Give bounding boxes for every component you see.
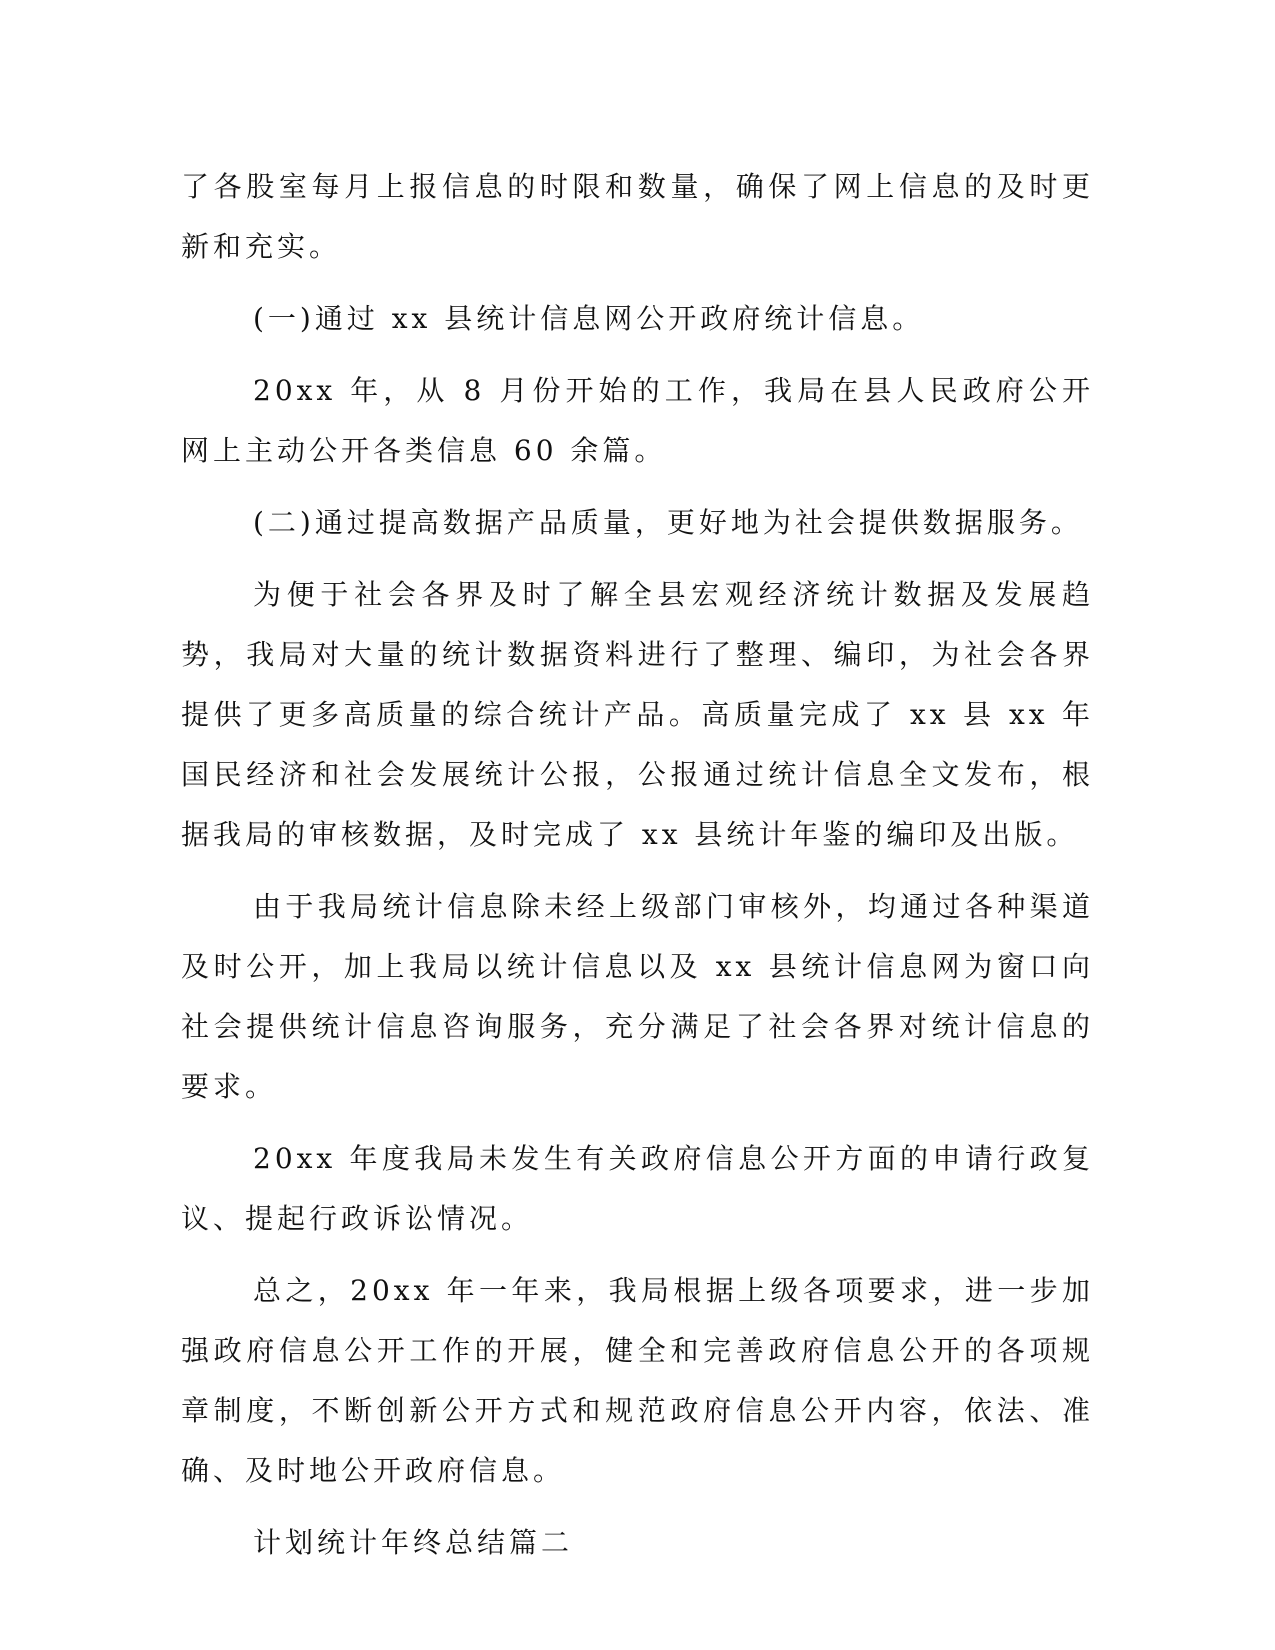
paragraph: 由于我局统计信息除未经上级部门审核外，均通过各种渠道及时公开，加上我局以统计信息以及 xx 县统计信息网为窗口向社会提供统计信息咨询服务，充分满足了社会各界对统计信息的要求。 bbox=[181, 890, 1094, 1103]
paragraph-section-heading-1: (一)通过 xx 县统计信息网公开政府统计信息。 bbox=[253, 302, 925, 335]
paragraph-section-heading-2: (二)通过提高数据产品质量，更好地为社会提供数据服务。 bbox=[253, 506, 1083, 539]
paragraph-summary: 总之，20xx 年一年来，我局根据上级各项要求，进一步加强政府信息公开工作的开展，健全和完善政府信息公开的各项规章制度，不断创新公开方式和规范政府信息公开内容，依法、准确、及时地公开政府信息。 bbox=[181, 1274, 1094, 1487]
paragraph: 为便于社会各界及时了解全县宏观经济统计数据及发展趋势，我局对大量的统计数据资料进行了整理、编印，为社会各界提供了更多高质量的综合统计产品。高质量完成了 xx 县 xx 年国民经济和社会发展统计公报，公报通过统计信息全文发布，根据我局的审核数据，及时完成了 xx 县统计年鉴的编印及出版。 bbox=[181, 578, 1094, 851]
paragraph: 20xx 年，从 8 月份开始的工作，我局在县人民政府公开网上主动公开各类信息 60 余篇。 bbox=[181, 374, 1094, 467]
paragraph: 20xx 年度我局未发生有关政府信息公开方面的申请行政复议、提起行政诉讼情况。 bbox=[181, 1142, 1094, 1235]
section-title: 计划统计年终总结篇二 bbox=[253, 1526, 574, 1559]
paragraph-continuation: 了各股室每月上报信息的时限和数量，确保了网上信息的及时更新和充实。 bbox=[181, 170, 1094, 263]
